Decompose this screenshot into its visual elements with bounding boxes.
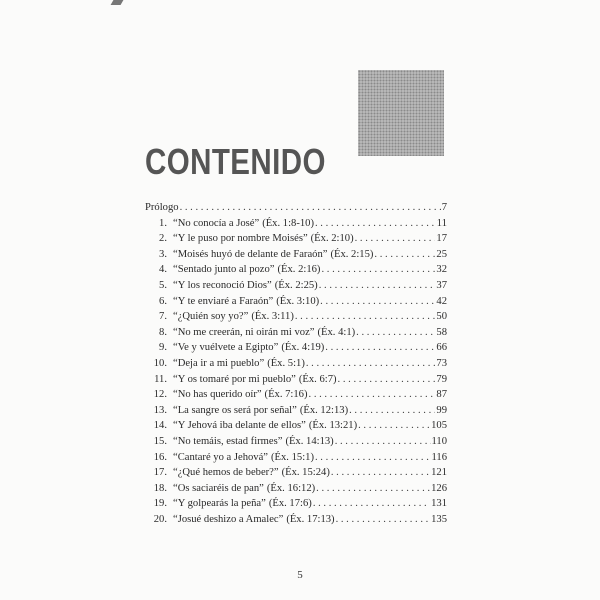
toc-entry-title: Prólogo [145,202,179,213]
toc-entry-title: “La sangre os será por señal” [173,404,297,416]
toc-entry [145,403,447,419]
dot-leader [374,247,435,263]
toc-entry [145,278,447,294]
page-number: 5 [297,569,303,581]
toc-entry-reference: (Éx. 15:24) [281,467,330,479]
toc-entry-number: 20. [153,513,167,525]
toc-page-number: 37 [436,279,447,291]
toc-entry [145,465,447,481]
toc-entry-reference: (Éx. 5:1) [267,357,305,369]
dot-leader [338,372,436,388]
dot-leader [319,278,436,294]
dot-leader [313,496,430,512]
toc-entry-reference: (Éx. 2:15) [330,248,374,260]
toc-entry-reference: (Éx. 6:7) [298,373,337,385]
toc-entry-title: “No has querido oír” [173,389,262,401]
toc-entry [145,496,447,512]
toc-entry-reference: (Éx. 14:13) [285,435,334,447]
toc-entry-reference: (Éx. 16:12) [266,482,316,494]
toc-entry-title: “Os saciaréis de pan” [173,482,264,494]
toc-page-number: 17 [436,233,447,245]
toc-entry-reference: (Éx. 3:11) [251,311,294,323]
toc-entry-reference: (Éx. 3:10) [276,295,320,307]
dot-leader [355,231,436,247]
toc-entry [145,387,447,403]
toc-entry-reference: (Éx. 4:1) [317,326,356,338]
toc-entry-title: “Deja ir a mi pueblo” [173,357,265,369]
toc-page-number: 87 [436,389,447,401]
toc-page-number: 116 [431,451,447,463]
dot-leader [336,512,431,528]
toc-page-number: 110 [431,435,447,447]
toc-entry-title: “Ve y vuélvete a Egipto” [173,342,279,354]
dot-leader [315,450,431,466]
toc-entry-reference: (Éx. 17:13) [286,513,335,525]
toc-entry-title: “No me creerán, ni oirán mi voz” [173,326,315,338]
toc-page-number: 126 [431,482,447,494]
toc-entry-reference: (Éx. 2:16) [277,264,321,276]
dot-leader [316,481,430,497]
page-title: CONTENIDO [145,141,326,182]
dot-leader [309,387,436,403]
toc-entry-prologue [145,200,447,216]
scan-corner-mark [111,0,124,5]
dot-leader [358,418,430,434]
toc-entry [145,450,447,466]
toc-page-number: 66 [436,342,447,354]
toc-page-number: 25 [436,248,447,260]
toc-page-number: 135 [431,513,447,525]
toc-entry [145,340,447,356]
toc-entry-reference: (Éx. 15:1) [271,451,314,463]
toc-page-number: 131 [431,498,447,510]
toc-page-number: 99 [436,404,447,416]
toc-entry-reference: (Éx. 12:13) [299,404,349,416]
toc-entry-title: “Sentado junto al pozo” [173,264,275,276]
toc-entry [145,325,447,341]
toc-page-number: 11 [436,217,447,229]
toc-entry-title: “Y le puso por nombre Moisés” [173,233,308,245]
toc-page-number: 58 [436,326,447,338]
toc-entry-number: 4. [159,264,167,276]
toc-entry-title: “¿Quién soy yo?” [173,311,249,323]
toc-entry [145,512,447,528]
toc-page-number: 121 [431,467,447,479]
toc-entry-reference: (Éx. 4:19) [281,342,325,354]
dot-leader [356,325,435,341]
dot-leader [349,403,435,419]
toc-entry-number: 13. [153,404,167,416]
toc-entry-number: 14. [153,420,167,432]
toc-entry-number: 10. [153,357,167,369]
toc-entry-reference: (Éx. 7:16) [264,389,308,401]
toc-entry-title: “Moisés huyó de delante de Faraón” [173,248,328,260]
toc-entry-title: “Y te enviaré a Faraón” [173,295,274,307]
toc-entry-reference: (Éx. 2:25) [274,279,318,291]
toc-entry-title: “No conocía a José” [173,217,260,229]
dot-leader [295,309,436,325]
toc-entry-title: “Y os tomaré por mi pueblo” [173,373,296,385]
toc-entry-number: 19. [153,498,167,510]
dot-leader [331,465,430,481]
toc-page-number: 50 [436,311,447,323]
dot-leader [320,294,435,310]
toc-entry-number: 2. [159,233,167,245]
toc-page-number: 73 [436,357,447,369]
toc-entry-number: 15. [153,435,167,447]
toc-entry-reference: (Éx. 1:8-10) [262,217,314,229]
toc-page-number: 7 [441,202,447,213]
toc-entry-number: 16. [153,451,167,463]
toc-entry-number: 1. [159,217,167,229]
toc-entry-reference: (Éx. 17:6) [268,498,312,510]
toc-entry-title: “¿Qué hemos de beber?” [173,467,279,479]
toc-entry-title: “Y golpearás la peña” [173,498,266,510]
toc-entry-number: 12. [153,389,167,401]
toc-entry-title: “Josué deshizo a Amalec” [173,513,284,525]
toc-entry-reference: (Éx. 2:10) [310,233,354,245]
toc-entry [145,247,447,263]
toc-entry-title: “Cantaré yo a Jehová” [173,451,269,463]
toc-entry [145,231,447,247]
toc-entry [145,216,447,232]
dot-leader [325,340,435,356]
dot-leader [315,216,436,232]
toc-page-number: 79 [436,373,447,385]
toc-entry-title: “No temáis, estad firmes” [173,435,283,447]
toc-page-number: 42 [436,295,447,307]
toc-entry [145,356,447,372]
toc-entry-number: 3. [159,248,167,260]
toc-entry [145,372,447,388]
toc-entry-number: 17. [153,467,167,479]
toc-entry [145,481,447,497]
dot-leader [335,434,431,450]
toc-entry-title: “Y Jehová iba delante de ellos” [173,420,306,432]
toc-entry-number: 8. [159,326,167,338]
toc-entry [145,294,447,310]
toc-entry-number: 6. [159,295,167,307]
toc-entry [145,309,447,325]
toc-entry-reference: (Éx. 13:21) [308,420,358,432]
dot-leader [321,262,435,278]
toc-page-number: 105 [431,420,447,432]
toc-entry-number: 9. [159,342,167,354]
toc-entry-title: “Y los reconoció Dios” [173,279,272,291]
table-of-contents [145,200,447,527]
toc-page-number: 32 [436,264,447,276]
toc-entry [145,418,447,434]
toc-entry-number: 7. [159,311,167,323]
toc-entry-number: 18. [153,482,167,494]
dot-leader [306,356,436,372]
toc-entry [145,434,447,450]
toc-entry [145,262,447,278]
dot-leader [180,200,441,216]
toc-entry-number: 5. [159,279,167,291]
halftone-image [358,70,444,156]
toc-entry-number: 11. [154,373,167,385]
